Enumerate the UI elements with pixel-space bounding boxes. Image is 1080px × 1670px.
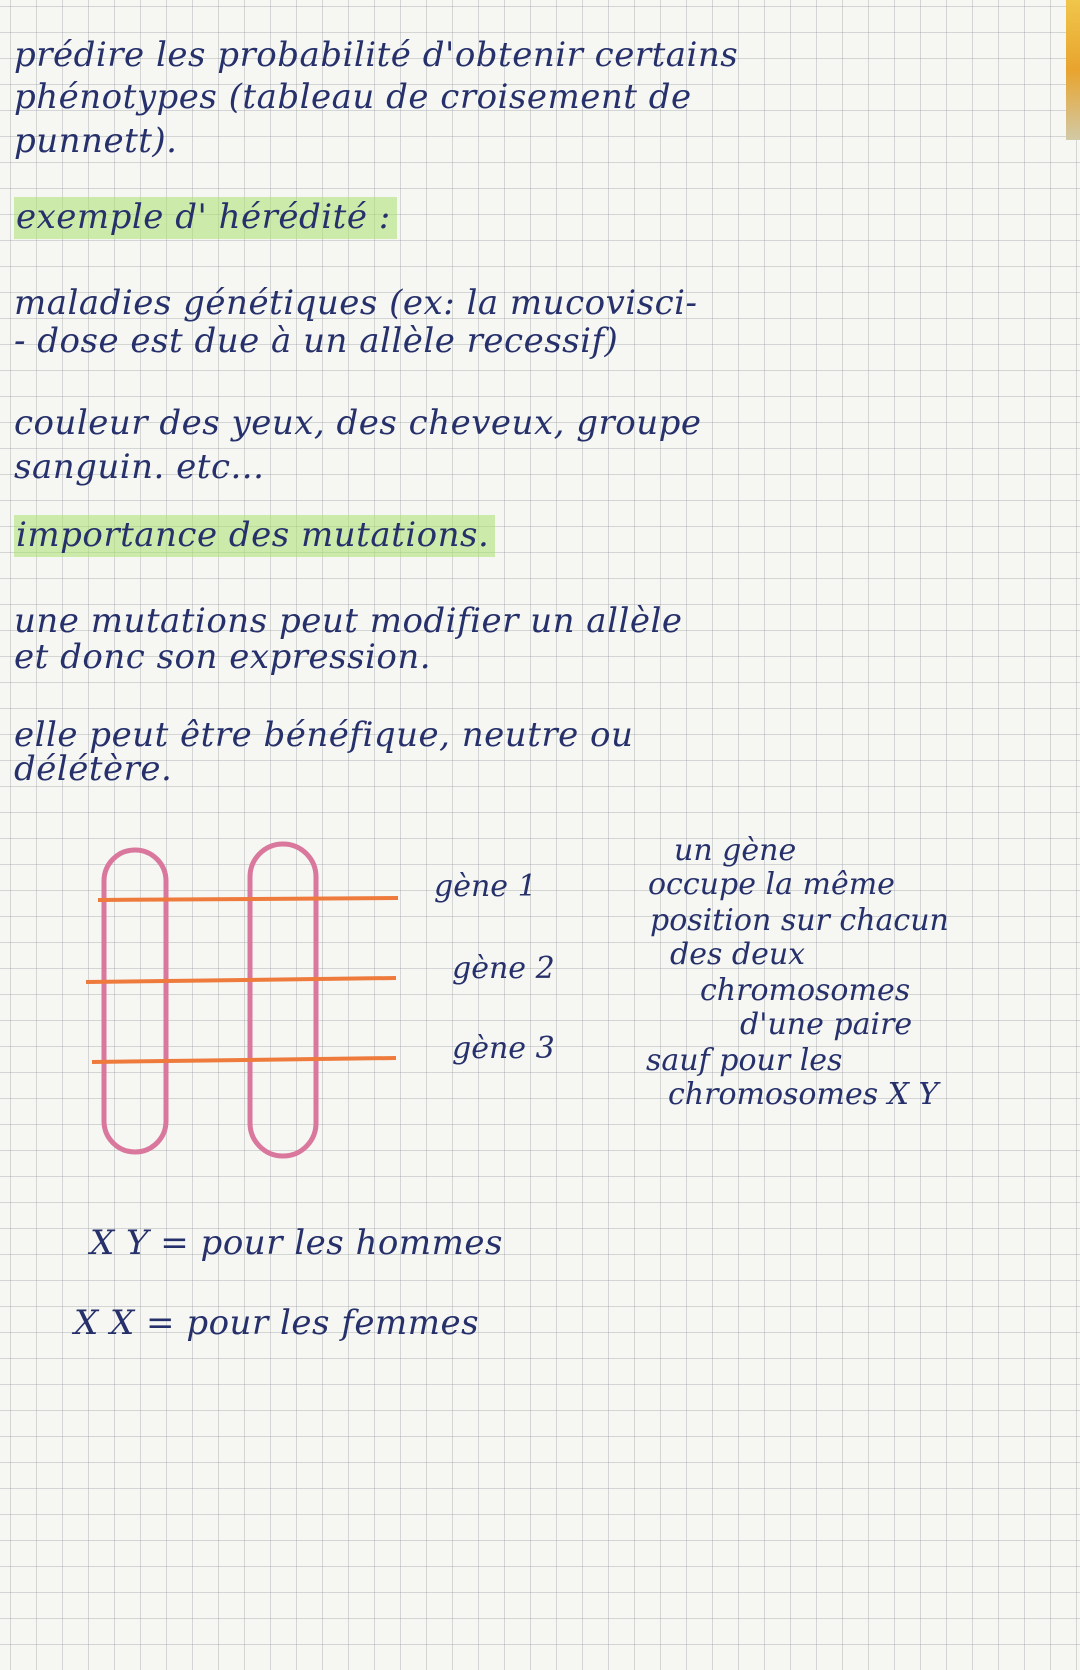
explanation-line: chromosomes [700, 973, 911, 1008]
explanation-line: chromosomes X Y [668, 1077, 939, 1112]
note-line: punnett). [14, 121, 178, 161]
explanation-line: des deux [670, 937, 806, 972]
explanation-line: un gène [674, 833, 797, 868]
gene-label-1: gène 1 [434, 869, 537, 904]
explanation-line: occupe la même [648, 867, 895, 902]
gene-2-line [86, 978, 396, 982]
chromosome-pair-diagram [80, 838, 410, 1168]
note-line: phénotypes (tableau de croisement de [14, 77, 692, 117]
note-line: prédire les probabilité d'obtenir certains [14, 35, 739, 75]
note-line: - dose est due à un allèle recessif) [14, 321, 619, 361]
explanation-line: sauf pour les [646, 1043, 843, 1078]
sex-chromosomes-women: X X = pour les femmes [74, 1303, 480, 1343]
note-line: couleur des yeux, des cheveux, groupe [14, 403, 702, 443]
note-line: elle peut être bénéfique, neutre ou [14, 715, 634, 755]
gene-label-3: gène 3 [452, 1031, 555, 1066]
chromosome-right [250, 844, 316, 1156]
heading-mutations-text: importance des mutations. [14, 515, 495, 557]
chromosome-left [104, 850, 166, 1152]
note-line: délétère. [14, 749, 173, 789]
gene-label-2: gène 2 [452, 951, 555, 986]
note-line: une mutations peut modifier un allèle [14, 601, 683, 641]
sex-chromosomes-men: X Y = pour les hommes [90, 1223, 503, 1263]
section-heading-heredite [14, 197, 397, 237]
section-heading-mutations [14, 515, 495, 555]
note-line: sanguin. etc... [14, 447, 265, 487]
gene-3-line [92, 1058, 396, 1062]
note-line: maladies génétiques (ex: la mucovisci- [14, 283, 698, 323]
gene-1-line [98, 898, 398, 900]
page-edge-strip [1066, 0, 1080, 140]
note-line: et donc son expression. [14, 637, 432, 677]
explanation-line: d'une paire [740, 1007, 913, 1042]
explanation-line: position sur chacun [650, 903, 949, 938]
heading-heredite-text: exemple d' hérédité : [14, 197, 397, 239]
